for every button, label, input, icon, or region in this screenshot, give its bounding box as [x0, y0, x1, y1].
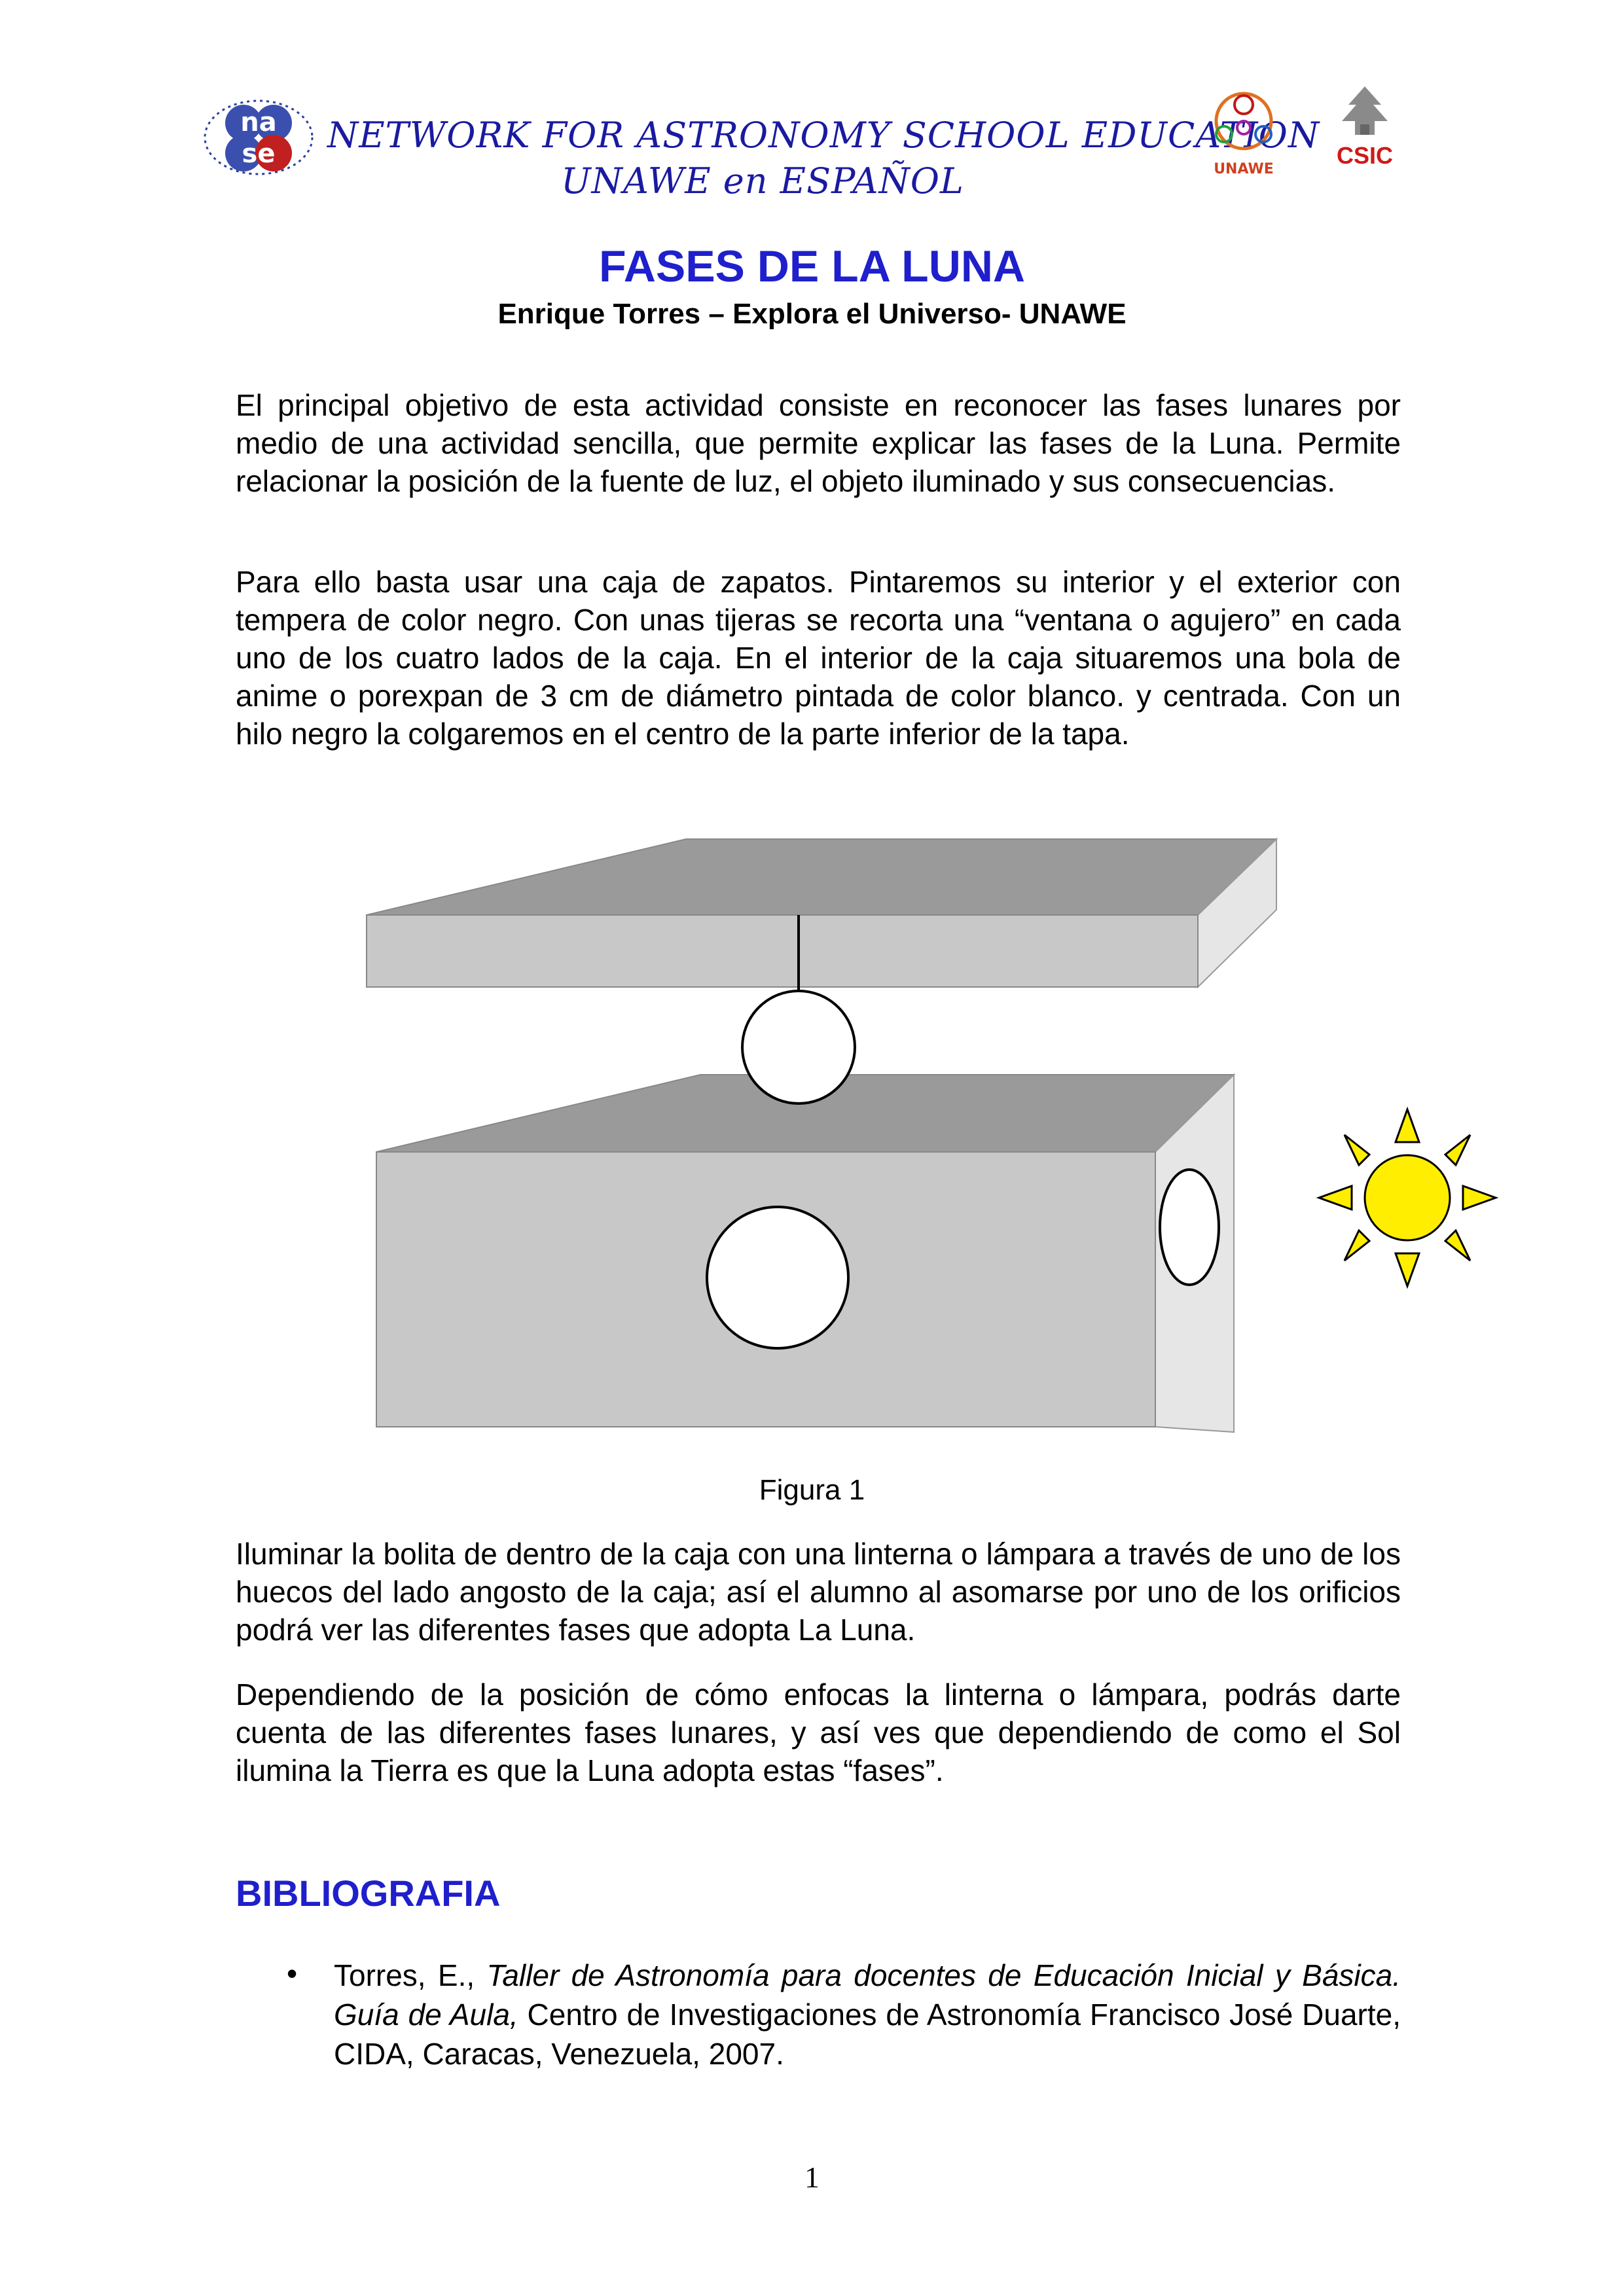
intro-paragraph: El principal objetivo de esta actividad consiste en reconocer las fases lunares por medio de una actividad sencilla, que permite explicar las fases de la Luna. Permite relacionar la posición de la fuente de luz, el objeto iluminado y sus consecuencias.	[236, 388, 1401, 498]
explanation-paragraph: Dependiendo de la posición de cómo enfocas la linterna o lámpara, podrás darte cuenta de las diferentes fases lunares, y así ves que dependiendo de como el Sol ilumina la Tierra es que la Luna adopta estas “fases”.	[236, 1677, 1401, 1787]
lid-top-face	[367, 839, 1276, 915]
figure-box-diagram	[353, 831, 1506, 1453]
front-hole	[707, 1207, 848, 1348]
bib-author: Torres, E.,	[334, 1958, 487, 1992]
bib-work-title: Taller de Astronomía para docentes de Educación Inicial y Básica. Guía de Aula,	[334, 1958, 1401, 2032]
sun-icon	[1319, 1109, 1496, 1286]
side-hole	[1160, 1170, 1219, 1285]
moon-ball	[742, 991, 855, 1103]
csic-logo-text: CSIC	[1336, 142, 1394, 169]
materials-paragraph: Para ello basta usar una caja de zapatos. Pintaremos su interior y el exterior con tempera de color negro. Con unas tijeras se recorta una “ventana o agujero” en cada uno de los cuatro lados de la caja. En el interior de la caja situaremos una bola de anime o porexpan de 3 cm de diámetro pintada de color blanco. y centrada. Con un hilo negro la colgaremos en el centro de la parte inferior de la tapa.	[236, 565, 1401, 751]
unawe-logo	[1201, 82, 1286, 180]
page-subtitle: Enrique Torres – Explora el Universo- UNAWE	[497, 298, 1127, 330]
header-line-2: UNAWE en ESPAÑOL	[561, 160, 964, 202]
page-title: FASES DE LA LUNA	[598, 242, 1026, 291]
bibliography-bullet: •	[287, 1956, 298, 1990]
bib-details: Centro de Investigaciones de Astronomía Francisco José Duarte, CIDA, Caracas, Venezuela, 2007.	[334, 1998, 1401, 2071]
nase-logo	[203, 98, 314, 177]
lid-front-face	[367, 915, 1198, 987]
nase-logo-top: na	[240, 107, 277, 137]
bibliography-heading: BIBLIOGRAFIA	[236, 1873, 501, 1914]
instructions-paragraph: Iluminar la bolita de dentro de la caja con una linterna o lámpara a través de uno de los huecos del lado angosto de la caja; así el alumno al asomarse por uno de los orificios podrá ver las diferentes fases que adopta La Luna.	[236, 1537, 1401, 1647]
nase-logo-bottom: se	[242, 139, 276, 169]
bibliography-entry	[334, 1956, 1401, 2073]
csic-logo	[1322, 79, 1407, 177]
unawe-logo-text: UNAWE	[1214, 161, 1274, 177]
header-line-1: NETWORK FOR ASTRONOMY SCHOOL EDUCATION	[327, 115, 1320, 156]
figure-caption: Figura 1	[759, 1474, 865, 1506]
page-number: 1	[804, 2161, 820, 2194]
